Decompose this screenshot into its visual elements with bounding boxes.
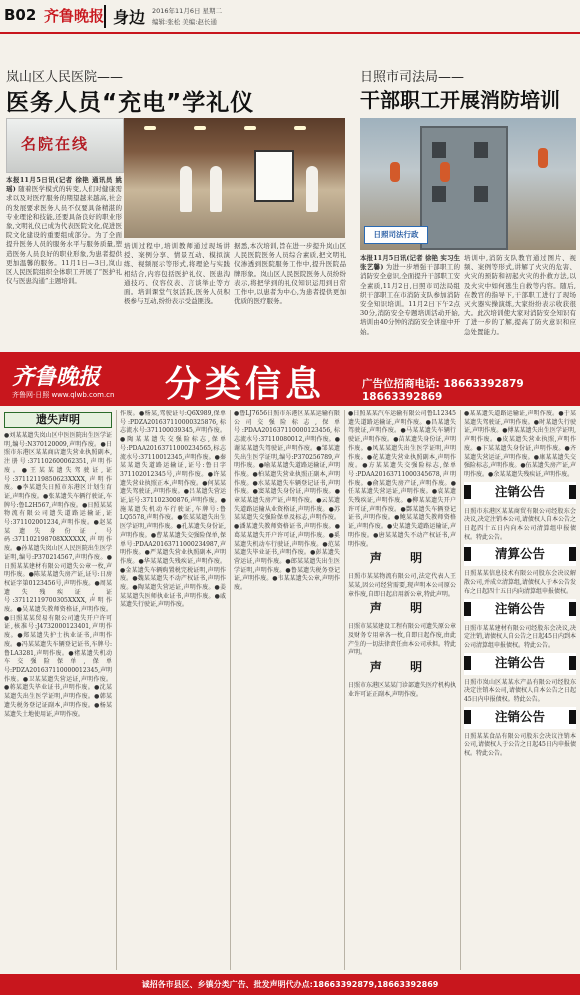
story1-byline: 本报11月5日讯(记者 徐艳 通讯员 姚瑶) <box>6 176 122 194</box>
story1-sign-photo <box>6 118 124 173</box>
firefighter-figure <box>440 162 450 182</box>
story2-byline: 本报11月5日讯(记者 徐艳 实习生 张艺馨) <box>360 254 460 272</box>
masthead <box>0 0 580 34</box>
story1-col2-text: 培训过程中,培训教师通过现场讲授、案例分享、情景互动、模拟演练、视频展示等形式,将理论与实践相结合,内容包括医护礼仪、医患沟通技巧、仪容仪表、言谈举止等方面。培训课堂气氛活跃,医务人员积极参与互动,纷纷表示受益匪浅。 <box>124 242 230 306</box>
classified-section <box>0 410 580 970</box>
notice-text: 日照某某信息技术有限公司股东会决议解散公司,并成立清算组,请债权人于本公告发布之日起四十五日内向清算组申报债权。 <box>464 570 576 595</box>
classified-banner <box>0 352 580 406</box>
section-name: 身边 <box>104 5 145 28</box>
story1-col1-text: 随着医学模式的转变,人们对健康需求以及对医疗服务的期望越来越高,社会的发展要求医务人员不仅要具备精湛的专业理论和技能,还要具备良好的职业形象,文明礼仪已成为代表医院文化,促进医院文化建设的重要组成部分。为了全面提升医务人员的服务水平与服务质量,塑造医务人员良好的职业形象,为患者提供更加温馨的服务。11月1日—3日,岚山区人民医院组织全体职工开展了“医护礼仪与医患沟通”主题培训。 <box>6 185 122 286</box>
liquidation-notice-heading: 清算公告 <box>464 544 576 566</box>
classified-column-5 <box>464 410 576 970</box>
statement-heading: 声 明 <box>369 601 435 616</box>
firefighter-figure <box>390 162 400 182</box>
classified-column-3 <box>234 410 340 970</box>
story2-photo <box>360 118 576 250</box>
tower-window <box>432 186 446 202</box>
story1-column-1 <box>6 176 122 346</box>
tower-window <box>432 142 446 158</box>
classified-column-2 <box>120 410 226 970</box>
banner-hotline <box>362 376 580 403</box>
hotline-label: 广告位招商电话: <box>362 378 440 390</box>
column-divider <box>230 410 231 970</box>
deregistration-notice-heading: 注销公告 <box>464 599 576 621</box>
notice-text: 日照市东港区某某商贸有限公司经股东会决议,决定注销本公司,请债权人自本公告之日起四十五日内向本公司清算组申报债权。特此公告。 <box>464 507 576 541</box>
whiteboard <box>254 150 294 202</box>
ceiling-lamp <box>294 126 306 130</box>
person-figure <box>306 166 318 212</box>
banner-logo: 齐鲁晚报 <box>12 364 101 390</box>
column-divider <box>344 410 345 970</box>
classified-column-1 <box>4 410 112 970</box>
hotline-phone-2: 18663392869 <box>362 391 443 403</box>
lost-notice-heading: 遗失声明 <box>4 412 112 428</box>
ceiling-lamp <box>194 126 206 130</box>
tower-window <box>474 186 488 202</box>
banner-title: 分类信息 <box>165 364 326 405</box>
story2-left-text: 为进一步增强干部职工的消防安全意识,全面提升干部职工安全素质,11月2日,日照市司法局组织干部职工在市消防支队参加消防安全知识培训。11月2日下午2点30分,消防安全专题培训活动开始,培训由40分钟的消防安全讲座中开始。 <box>360 263 460 336</box>
classified-text: ●某某遗失道路运输证,声明作废。●于某某遗失驾驶证,声明作废。●时某遗失行驶证,声明作废。●傅某某遗失出生医学证明,声明作废。●皮某遗失营业执照,声明作废。●卞某某遗失身份证,声明作废。●齐某遗失营运证,声明作废。●康某某遗失交强险标志,声明作废。●伍某遗失房产证,声明作废。●余某某遗失残疾证,声明作废。 <box>464 410 576 478</box>
firefighter-figure <box>538 148 548 168</box>
statement-heading: 声 明 <box>369 551 435 566</box>
story2-column-left <box>360 254 460 348</box>
judicial-badge: 日照司法行政 <box>364 226 428 244</box>
notice-text: 日照市岚山区某某水产品有限公司经股东决定注销本公司,请债权人自本公告之日起45日内申报债权。特此公告。 <box>464 678 576 704</box>
story1-column-2 <box>124 242 230 346</box>
classified-text: 作废。●杨某,驾驶证号:Q6X989,保单号:PDZA201637110000325876,标志流水号:371100039345,声明作废。●陶某某遗失交强险标志,保单号:PDAA20163711000234565,标志流水号:37110012345,声明作废。●秦某某遗失道路运输证,证号:鲁日字371102012345号,声明作废。●许某遗失营业执照正本,声明作废。●何某某遗失驾驶证,声明作废。●吕某遗失营运证,证号:371102300876,声明作废。●施某遗失机动车行驶证,车牌号:鲁LQ5578,声明作废。●张某某遗失出生医学证明,声明作废。●孔某遗失身份证,声明作废。●曹某某遗失交强险保单,保单号:PDAA20163711000234987,声明作废。●严某遗失营业执照副本,声明作废。●华某某遗失残疾证,声明作废。●金某遗失车辆购置税完税证明,声明作废。●魏某某遗失不动产权证书,声明作废。●陶某遗失营运证,声明作废。●姜某某遗失医师执业证书,声明作废。●戚某遗失行驶证,声明作废。 <box>120 410 226 609</box>
story2-headline[interactable]: 干部职工开展消防培训 <box>360 88 560 112</box>
ceiling-lamp <box>144 126 156 130</box>
newspaper-logo: 齐鲁晚报 <box>44 7 105 25</box>
deregistration-notice-heading: 注销公告 <box>464 653 576 675</box>
issue-editors: 编辑:张松 美编:赵长通 <box>152 18 217 26</box>
issue-date: 2016年11月6日 星期二 <box>152 7 223 15</box>
story1-headline[interactable]: 医务人员“充电”学礼仪 <box>6 90 255 116</box>
classified-text: ●鲁LJ7656日照市东港区某某运输有限公司交强险标志,保单号:PDAA201637110000123456,标志流水号:37110080012,声明作废。●谢某某遗失驾驶证,声明作废。●邹某遗失出生医学证明,编号:P370256789,声明作废。●喻某某遗失道路运输证,声明作废。●柏某遗失营业执照正副本,声明作废。●水某某遗失车辆登记证书,声明作废。●窦某遗失身份证,声明作废。●章某某遗失房产证,声明作废。●云某遗失道路运输从业资格证,声明作废。●苏某某遗失交强险保单及标志,声明作废。●潘某遗失教师资格证书,声明作废。●葛某某遗失开户许可证,声明作废。●奚某遗失机动车行驶证,声明作废。●范某某遗失毕业证书,声明作废。●彭某遗失营运证,声明作废。●郎某某遗失出生医学证明,声明作废。●鲁某遗失税务登记证,声明作废。●韦某某遗失公章,声明作废。 <box>234 410 340 592</box>
statement-text: 日照市东港区某某门诊部遗失医疗机构执业许可证正副本,声明作废。 <box>348 682 456 698</box>
ceiling-lamp <box>244 126 256 130</box>
story1-column-3 <box>234 242 346 346</box>
statement-text: 日照市某某建设工程有限公司遗失原公章及财务专用章各一枚,自即日起作废,由此产生的一切法律责任由本公司承担。特此声明。 <box>348 623 456 657</box>
classified-text: ●刘某某遗失岚山区中医医院出生医学证明,编号:N370120009,声明作废。●日照市东港区某某商店遗失营业执照副本,注册号:371102600062351,声明作废。●王某某遗失驾驶证,证号:37112119850623XXXX,声明作废。●李某遗失日照市东港区计划生育证,声明作废。●张某遗失车辆行驶证,车牌号:鲁L2H567,声明作废。●日照某某物流有限公司遗失道路运输证,证号:371102001234,声明作废。●赵某某遗失身份证,号码:371102198708XXXXXX,声明作废。●孙某遗失岚山区人民医院出生医学证明,编号:P370214567,声明作废。●日照某某建材有限公司遗失公章一枚,声明作废。●陈某某遗失房产证,证号:日房权证字第0123456号,声明作废。●周某遗失残疾证,证号:37112119700305XXXX,声明作废。●吴某遗失教师资格证,声明作废。●日照某某贸易有限公司遗失开户许可证,核准号:J4732000123401,声明作废。●郑某遗失护士执业证书,声明作废。●冯某某遗失车辆登记证书,车牌号:鲁LA3281,声明作废。●褚某遗失机动车交强险保单,保单号:PDZA201637110000012345,声明作废。●卫某某遗失营运证,声明作废。●蒋某遗失毕业证书,声明作废。●沈某某遗失出生医学证明,声明作废。●韩某遗失税务登记证副本,声明作废。●杨某某遗失土地使用证,声明作废。 <box>4 432 112 718</box>
notice-text: 日照某某食品有限公司股东会决议注销本公司,请债权人于公告之日起45日内申报债权。特此公告。 <box>464 732 576 758</box>
page-number: B02 <box>4 6 37 24</box>
column-divider <box>460 410 461 970</box>
story1-main-photo <box>124 118 345 238</box>
tower-window <box>474 142 488 158</box>
classified-text: ●日照某某汽车运输有限公司鲁L12345遗失道路运输证,声明作废。●昌某遗失驾驶证,声明作废。●马某某遗失车辆行驶证,声明作废。●苗某遗失身份证,声明作废。●凤某某遗失出生医学证明,声明作废。●花某遗失营业执照副本,声明作废。●方某某遗失交强险标志,保单号:PDAA20163711000345678,声明作废。●俞某遗失房产证,声明作废。●任某某遗失营运证,声明作废。●袁某遗失残疾证,声明作废。●柳某某遗失开户许可证,声明作废。●酆某遗失车辆登记证书,声明作废。●鲍某某遗失教师资格证,声明作废。●史某遗失道路运输证,声明作废。●唐某某遗失不动产权证书,声明作废。 <box>348 410 456 548</box>
deregistration-notice-heading: 注销公告 <box>464 707 576 729</box>
story1-kicker: 岚山区人民医院—— <box>6 70 124 85</box>
banner-url[interactable]: 齐鲁网·日照 www.qlwb.com.cn <box>12 391 115 399</box>
statement-text: 日照市某某物流有限公司,法定代表人王某某,因公司经营需要,现声明本公司原公章作废,自即日起启用新公章,特此声明。 <box>348 573 456 598</box>
statement-heading: 声 明 <box>369 660 435 675</box>
photo-sign-text: 名院在线 <box>21 135 90 153</box>
column-divider <box>116 410 117 970</box>
hotline-phone-1: 18663392879 <box>443 378 524 390</box>
notice-text: 日照市某某建材有限公司经股东会决议,决定注销,请债权人自公告之日起45日内到本公司清算组申报债权。特此公告。 <box>464 624 576 649</box>
story2-kicker: 日照市司法局—— <box>360 70 465 85</box>
story2-right-text: 培训中,消防支队教官通过图片、视频、案例等形式,讲解了火灾的危害、火灾的预防和初起火灾的扑救方法,以及火灾中如何逃生自救等内容。随后,在教官的指导下,干部职工进行了现场灭火器实操演练,大家纷纷表示收获很大。此次培训使大家对消防安全知识有了进一步的了解,提高了防火意识和应急处置能力。 <box>464 254 576 336</box>
classified-column-4 <box>348 410 456 970</box>
deregistration-notice-heading: 注销公告 <box>464 482 576 504</box>
person-figure <box>180 166 192 212</box>
person-figure <box>210 166 222 212</box>
story2-column-right <box>464 254 576 348</box>
story1-col3-text: 据悉,本次培训,旨在进一步提升岚山区人民医院医务人员综合素质,把文明礼仪渗透到医院服务工作中,提升医院品牌形象。岚山区人民医院医务人员纷纷表示,将把学到的礼仪知识运用到日常工作中,以患者为中心,为患者提供更加优质的医疗服务。 <box>234 242 346 306</box>
footer-bar: 诚招各市县区、乡镇分类广告、批发声明代办点:18663392879,18663392869 <box>0 974 580 995</box>
